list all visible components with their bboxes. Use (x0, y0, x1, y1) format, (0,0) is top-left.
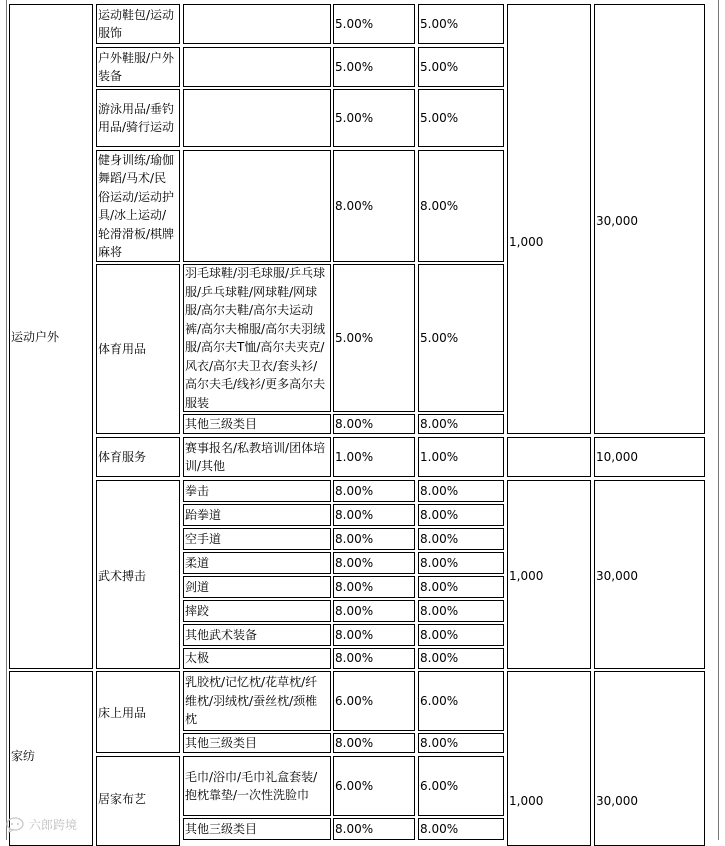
leaf-label: 乳胶枕/记忆枕/花草枕/纤维枕/羽绒枕/蚕丝枕/颈椎枕 (185, 675, 318, 727)
rate-value: 8.00% (420, 735, 459, 750)
fee-value: 1,000 (509, 568, 544, 583)
rate-value: 8.00% (420, 579, 459, 594)
rate-value: 5.00% (420, 110, 459, 125)
category-label: 运动户外 (11, 329, 60, 344)
rate-value: 6.00% (420, 778, 459, 793)
subcategory-label: 居家布艺 (98, 791, 147, 806)
watermark-text: 六郎跨境 (29, 818, 78, 832)
rate-value: 8.00% (335, 507, 374, 522)
leaf-label: 其他三级类目 (185, 416, 258, 431)
deposit-value: 10,000 (596, 449, 638, 464)
rate-value: 8.00% (420, 555, 459, 570)
rate-value: 8.00% (420, 531, 459, 546)
leaf-label: 赛事报名/私教培训/团体培训/其他 (185, 440, 326, 473)
rate-value: 8.00% (335, 416, 374, 431)
rate-value: 8.00% (335, 735, 374, 750)
subcategory-label: 游泳用品/垂钓用品/骑行运动 (98, 101, 175, 134)
rate-value: 8.00% (335, 579, 374, 594)
rate-value: 6.00% (335, 693, 374, 708)
rate-value: 8.00% (420, 651, 459, 666)
leaf-label: 毛巾/浴巾/毛巾礼盒套装/抱枕靠垫/一次性洗脸巾 (185, 769, 318, 802)
rate-value: 8.00% (420, 821, 459, 836)
leaf-label: 剑道 (185, 579, 210, 594)
leaf-label: 其他三级类目 (185, 821, 258, 836)
deposit-value: 30,000 (596, 213, 638, 228)
fee-cell (507, 4, 591, 434)
deposit-value: 30,000 (596, 568, 638, 583)
leaf-cell (183, 47, 331, 87)
rate-value: 6.00% (420, 693, 459, 708)
fee-value: 1,000 (509, 234, 544, 249)
rate-value: 8.00% (335, 555, 374, 570)
subcategory-label: 户外鞋服/户外装备 (98, 50, 175, 83)
leaf-label: 空手道 (185, 531, 222, 546)
rate-value: 5.00% (335, 110, 374, 125)
deposit-value: 30,000 (596, 793, 638, 808)
leaf-label: 其他三级类目 (185, 735, 258, 750)
rate-value: 6.00% (335, 778, 374, 793)
rate-value: 8.00% (420, 603, 459, 618)
rate-value: 5.00% (420, 59, 459, 74)
rate-value: 1.00% (420, 449, 459, 464)
leaf-label: 跆拳道 (185, 507, 222, 522)
subcategory-label: 体育用品 (98, 341, 147, 356)
fee-cell (507, 671, 591, 846)
leaf-cell (183, 4, 331, 44)
rate-value: 8.00% (335, 198, 374, 213)
deposit-cell (594, 671, 705, 846)
fee-value: 1,000 (509, 793, 544, 808)
subcategory-label: 武术搏击 (98, 568, 147, 583)
subcategory-label: 运动鞋包/运动服饰 (98, 7, 175, 40)
rate-value: 5.00% (335, 16, 374, 31)
subcategory-label: 健身训练/瑜伽舞蹈/马术/民俗运动/运动护具/冰上运动/轮滑滑板/棋牌麻将 (98, 152, 175, 259)
rate-value: 8.00% (420, 507, 459, 522)
leaf-label: 柔道 (185, 555, 210, 570)
leaf-cell (183, 150, 331, 262)
leaf-cell (183, 89, 331, 147)
subcategory-label: 床上用品 (98, 705, 147, 720)
rate-value: 8.00% (335, 651, 374, 666)
rate-value: 8.00% (335, 627, 374, 642)
rate-value: 8.00% (335, 821, 374, 836)
rate-value: 5.00% (335, 59, 374, 74)
leaf-label: 太极 (185, 651, 210, 666)
rate-value: 5.00% (420, 330, 459, 345)
leaf-label: 其他武术装备 (185, 627, 258, 642)
rate-value: 1.00% (335, 449, 374, 464)
rate-value: 5.00% (335, 330, 374, 345)
chat-bubble-icon (6, 817, 26, 833)
rate-value: 5.00% (420, 16, 459, 31)
rate-value: 8.00% (420, 198, 459, 213)
leaf-label: 摔跤 (185, 603, 210, 618)
rate-value: 8.00% (335, 603, 374, 618)
rate-value: 8.00% (335, 483, 374, 498)
leaf-label: 拳击 (185, 483, 210, 498)
subcategory-label: 体育服务 (98, 449, 147, 464)
rate-value: 8.00% (420, 416, 459, 431)
category-label: 家纺 (11, 748, 36, 763)
rate-value: 8.00% (420, 483, 459, 498)
fee-cell (507, 437, 591, 477)
leaf-label: 羽毛球鞋/羽毛球服/乒乓球服/乒乓球鞋/网球鞋/网球服/高尔夫鞋/高尔夫运动裤/高尔夫棉服/高尔夫羽绒服/高尔夫T恤/高尔夫夹克/风衣/高尔夫卫衣/套头衫/高尔夫毛/线衫/更多高尔夫服装 (185, 266, 326, 410)
rate-value: 8.00% (420, 627, 459, 642)
watermark (6, 816, 77, 833)
rate-value: 8.00% (335, 531, 374, 546)
